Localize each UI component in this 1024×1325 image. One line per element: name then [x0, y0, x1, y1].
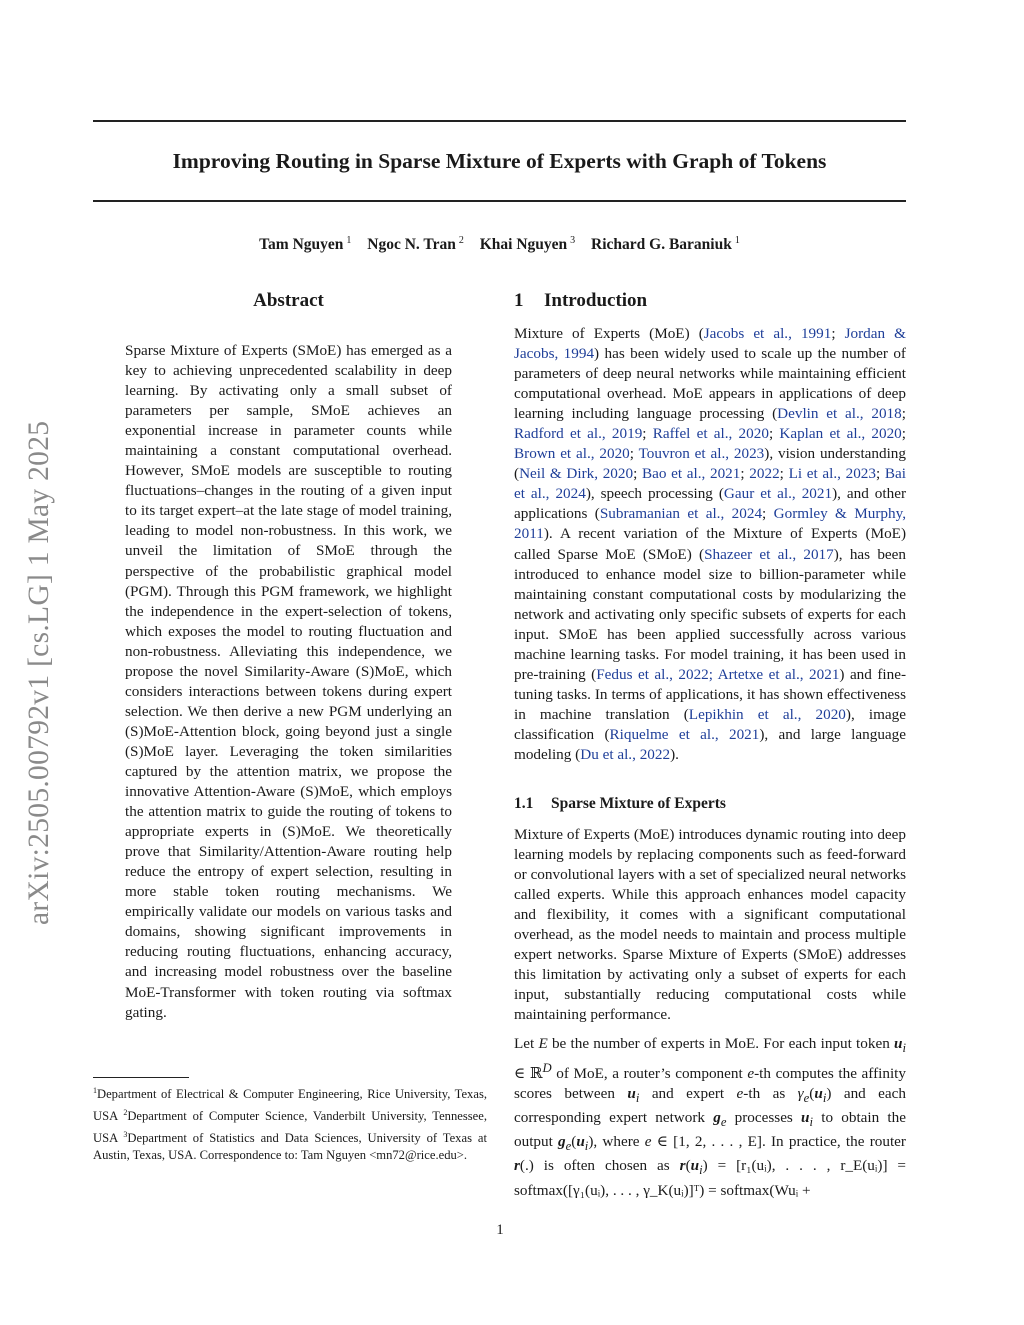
citation-link[interactable]: Jacobs et al., 1991 [703, 325, 832, 342]
citation-link[interactable]: Fedus et al., 2022; Artetxe et al., 2021 [596, 665, 840, 683]
citation-link[interactable]: Shazeer et al., 2017 [704, 545, 834, 563]
citation-link[interactable]: Gormley & Murphy, 2011 [514, 505, 906, 543]
smoe-paragraph-1: Mixture of Experts (MoE) introduces dynamic routing into deep learning models by replacing components such as feed-forward or convolutional layers with a set of specialized neural networks called experts. While this approach enhances model capacity and flexibility, it comes with a significant computational overhead, as the model needs to maintain and process multiple expert networks. Sparse Mixture of Experts (SMoE) addresses this limitation by activating only a subset of experts for each input, substantially reducing computational costs while maintaining performance. [514, 826, 906, 1024]
title-bottom-rule [93, 200, 906, 202]
citation-link[interactable]: Raffel et al., 2020 [652, 425, 769, 443]
abstract-heading: Abstract [253, 290, 324, 311]
page-number: 1 [496, 1222, 504, 1238]
subsection-heading-smoe: 1.1 Sparse Mixture of Experts [514, 795, 726, 812]
author: Tam Nguyen $^1$ [259, 235, 352, 254]
citation-link[interactable]: Lepikhin et al., 2020 [688, 705, 846, 723]
citation-link[interactable]: Li et al., 2023 [788, 465, 876, 483]
abstract-body: Sparse Mixture of Experts (SMoE) has emerged as a key to achieving unprecedented scalability in deep learning. By activating only a small subset of parameters per sample, SMoE achieves an exponential increase in parameter counts while maintaining a constant computational overhead. However, SMoE models are susceptible to routing fluctuations–changes in the routing of a given input to its target expert–at the late stage of model training, leading to model non-robustness. In this work, we unveil the limitation of SMoE through the perspective of the probabilistic graphical model (PGM). Through this PGM framework, we highlight the independence in the expert-selection of tokens, which exposes the model to routing fluctuation and non-robustness. Alleviating this independence, we propose the novel Similarity-Aware (S)MoE, which considers interactions between tokens during expert selection. We then derive a new PGM underlying an (S)MoE-Attention block, going beyond just a single (S)MoE layer. Leveraging the token similarities captured by the attention matrix, we propose the innovative Attention-Aware (S)MoE, which employs the attention matrix to guide the routing of tokens to appropriate experts in (S)MoE. We theoretically prove that Similarity/Attention-Aware routing help reduce the entropy of expert selection, resulting in more stable token routing mechanisms. We empirically validate our models on various tasks and domains, showing significant improvements in reducing routing fluctuations, enhancing accuracy, and increasing model robustness over the baseline MoE-Transformer with token routing via softmax gating. [125, 342, 452, 1021]
citation-link[interactable]: 2022 [749, 465, 780, 483]
citation-link[interactable]: Neil & Dirk, 2020 [519, 465, 634, 483]
paper-title: Improving Routing in Sparse Mixture of Experts with Graph of Tokens [172, 149, 827, 173]
citation-link[interactable]: Subramanian et al., 2024 [599, 505, 763, 523]
citation-link[interactable]: Riquelme et al., 2021 [609, 725, 760, 743]
citation-link[interactable]: Kaplan et al., 2020 [779, 425, 902, 443]
title-top-rule [93, 120, 906, 122]
affiliation-footnote: $^1$Department of Electrical & Computer Engineering, Rice University, Texas, USA $^2$Department of Computer Science, Vanderbilt University, Tennessee, USA $^3$Department of Statistics and Data Sciences, University of Texas at Austin, Texas, USA. Correspondence to: Tam Nguyen <mn72@rice.edu>. [93, 1086, 487, 1163]
citation-link[interactable]: Bao et al., 2021 [641, 465, 741, 483]
citation-link[interactable]: Gaur et al., 2021 [723, 485, 833, 503]
citation-link[interactable]: Radford et al., 2019 [514, 425, 643, 443]
arxiv-stamp: arXiv:2505.00792v1 [cs.LG] 1 May 2025 [23, 420, 55, 925]
citation-link[interactable]: Devlin et al., 2018 [777, 405, 902, 423]
author: Richard G. Baraniuk $^1$ [591, 235, 740, 254]
author: Ngoc N. Tran $^2$ [367, 235, 464, 254]
section-heading-introduction: 1 Introduction [514, 290, 648, 311]
footnote-rule [93, 1077, 189, 1078]
introduction-paragraph: Mixture of Experts (MoE) (Jacobs et al., 1991; Jordan & Jacobs, 1994) has been widely used to scale up the number of parameters of deep neural networks while maintaining efficient computational overhead. MoE appears in applications of deep learning including language processing (Devlin et al., 2018; Radford et al., 2019; Raffel et al., 2020; Kaplan et al., 2020; Brown et al., 2020; Touvron et al., 2023), vision understanding (Neil & Dirk, 2020; Bao et al., 2021; 2022; Li et al., 2023; Bai et al., 2024), speech processing (Gaur et al., 2021), and other applications (Subramanian et al., 2024; Gormley & Murphy, 2011). A recent variation of the Mixture of Experts (MoE) called Sparse MoE (SMoE) (Shazeer et al., 2017), has been introduced to enhance model size to billion-parameter while maintaining constant computational costs by modularizing the network and activating only specific subsets of experts for each input. SMoE has been applied successfully across various machine learning tasks. For model training, it has been used in pre-training (Fedus et al., 2022; Artetxe et al., 2021) and fine-tuning tasks. In terms of applications, it has shown effectiveness in machine translation (Lepikhin et al., 2020), image classification (Riquelme et al., 2021), and large language modeling (Du et al., 2022). [514, 325, 907, 763]
citation-link[interactable]: Du et al., 2022 [580, 745, 671, 763]
citation-link[interactable]: Jordan & Jacobs, 1994 [514, 325, 906, 363]
citation-link[interactable]: Bai et al., 2024 [514, 465, 906, 503]
smoe-paragraph-2: Let E be the number of experts in MoE. For each input token $u_i$ ∈ ℝ$^D$ of MoE, a router’s component e-th computes the affinity scores between $u_i$ and expert e-th as $\gamma_e(u_i)$ and each corresponding expert network $g_e$ processes $u_i$ to obtain the output $g_e(u_i)$, where e ∈ [1, 2, . . . , E]. In practice, the router r(.) is often chosen as $r(u_i)$ = [r₁(uᵢ), . . . , r_E(uᵢ)] = softmax([γ₁(uᵢ), . . . , γ_K(uᵢ)]ᵀ) = softmax(Wuᵢ + [514, 1035, 906, 1199]
author: Khai Nguyen $^3$ [479, 235, 576, 254]
author-list [93, 235, 906, 254]
citation-link[interactable]: Touvron et al., 2023 [638, 445, 765, 463]
citation-link[interactable]: Brown et al., 2020 [514, 445, 630, 463]
